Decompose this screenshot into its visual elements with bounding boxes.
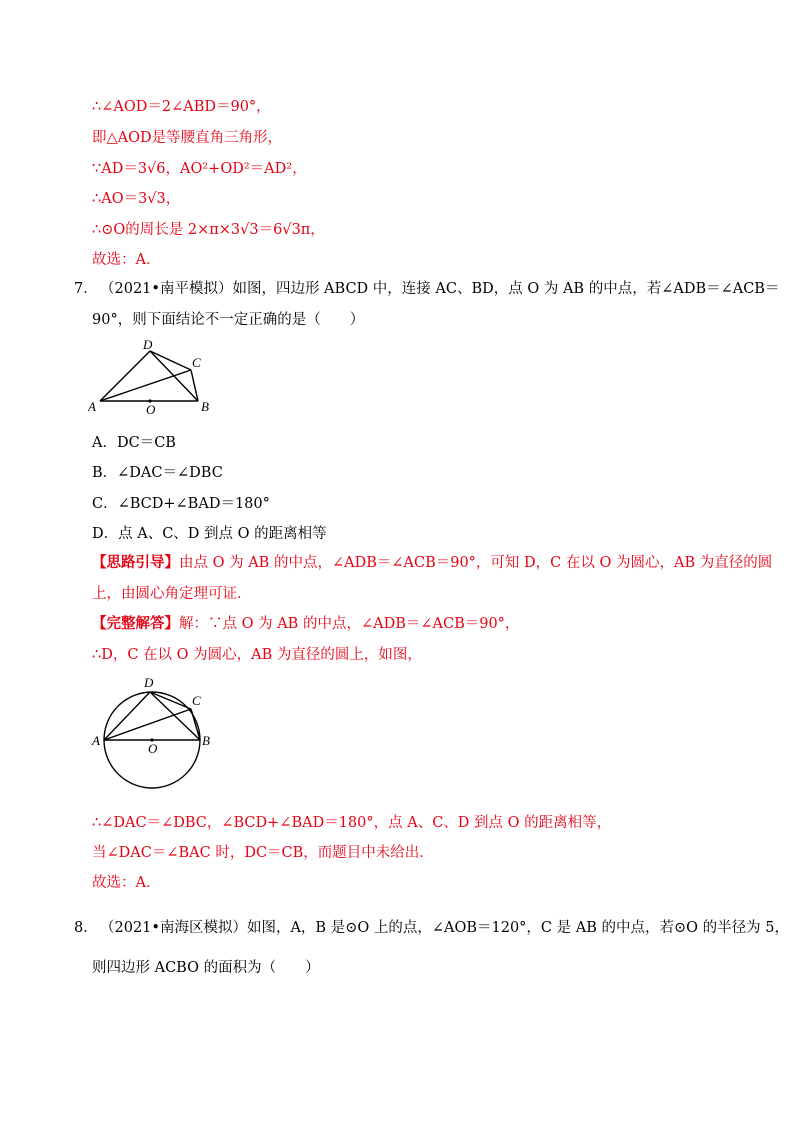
label-o: O: [146, 402, 156, 417]
question-stem: 则四边形 ACBO 的面积为（ ）: [92, 960, 320, 976]
answer-line: [92, 614, 519, 634]
option-c: C．∠BCD+∠BAD＝180°: [92, 496, 270, 512]
option-d: D．点 A、C、D 到点 O 的距离相等: [92, 526, 327, 542]
label-b: B: [201, 399, 209, 414]
label-d: D: [143, 337, 153, 352]
answer-line: 故选：A．: [92, 875, 161, 891]
hint-tag: 【思路引导】: [92, 554, 179, 571]
answer-line: ∴∠DAC＝∠DBC，∠BCD+∠BAD＝180°，点 A、C、D 到点 O 的距离相等，: [92, 815, 612, 831]
question-stem: （2021•南海区模拟）如图，A，B 是⊙O 上的点，∠AOB＝120°，C 是 AB 的中点，若⊙O 的半径为 5，: [100, 920, 789, 936]
hint-text: 由点 O 为 AB 的中点，∠ADB＝∠ACB＝90°，可知 D，C 在以 O 为圆心，AB 为直径的圆: [179, 555, 773, 571]
circle-figure: [88, 672, 228, 792]
label-a: A: [88, 399, 96, 414]
label-c: C: [192, 355, 201, 370]
answer-line: 当∠DAC＝∠BAC 时，DC＝CB，而题目中未给出．: [92, 845, 434, 861]
quadrilateral-figure: [88, 335, 228, 420]
answer-text: 解：∵点 O 为 AB 的中点，∠ADB＝∠ACB＝90°，: [179, 616, 520, 632]
label-c: C: [192, 693, 201, 708]
solution-line: ∵AD＝3√6，AO²+OD²＝AD²，: [92, 161, 307, 177]
question-number: 8．: [74, 920, 98, 936]
label-o: O: [148, 741, 158, 756]
option-a: A．DC＝CB: [92, 435, 176, 451]
hint-line: [92, 553, 772, 573]
question-number: 7．: [74, 281, 98, 297]
solution-line: ∴∠AOD＝2∠ABD＝90°，: [92, 99, 271, 115]
answer-line: ∴D，C 在以 O 为圆心，AB 为直径的圆上，如图，: [92, 647, 422, 663]
hint-line: 上，由圆心角定理可证．: [92, 586, 252, 602]
option-b: B．∠DAC＝∠DBC: [92, 465, 223, 481]
label-d: D: [144, 675, 154, 690]
solution-line: 故选：A．: [92, 252, 161, 268]
question-stem: 90°，则下面结论不一定正确的是（ ）: [92, 312, 365, 328]
solution-line: ∴AO＝3√3，: [92, 191, 181, 207]
label-b: B: [202, 733, 210, 748]
question-stem: （2021•南平模拟）如图，四边形 ABCD 中，连接 AC、BD，点 O 为 AB 的中点，若∠ADB＝∠ACB＝: [100, 281, 780, 297]
answer-tag: 【完整解答】: [92, 615, 179, 632]
solution-line: 即△AOD是等腰直角三角形，: [92, 130, 283, 146]
label-a: A: [92, 733, 100, 748]
solution-line: ∴⊙O的周长是 2×π×3√3＝6√3π，: [92, 222, 325, 238]
